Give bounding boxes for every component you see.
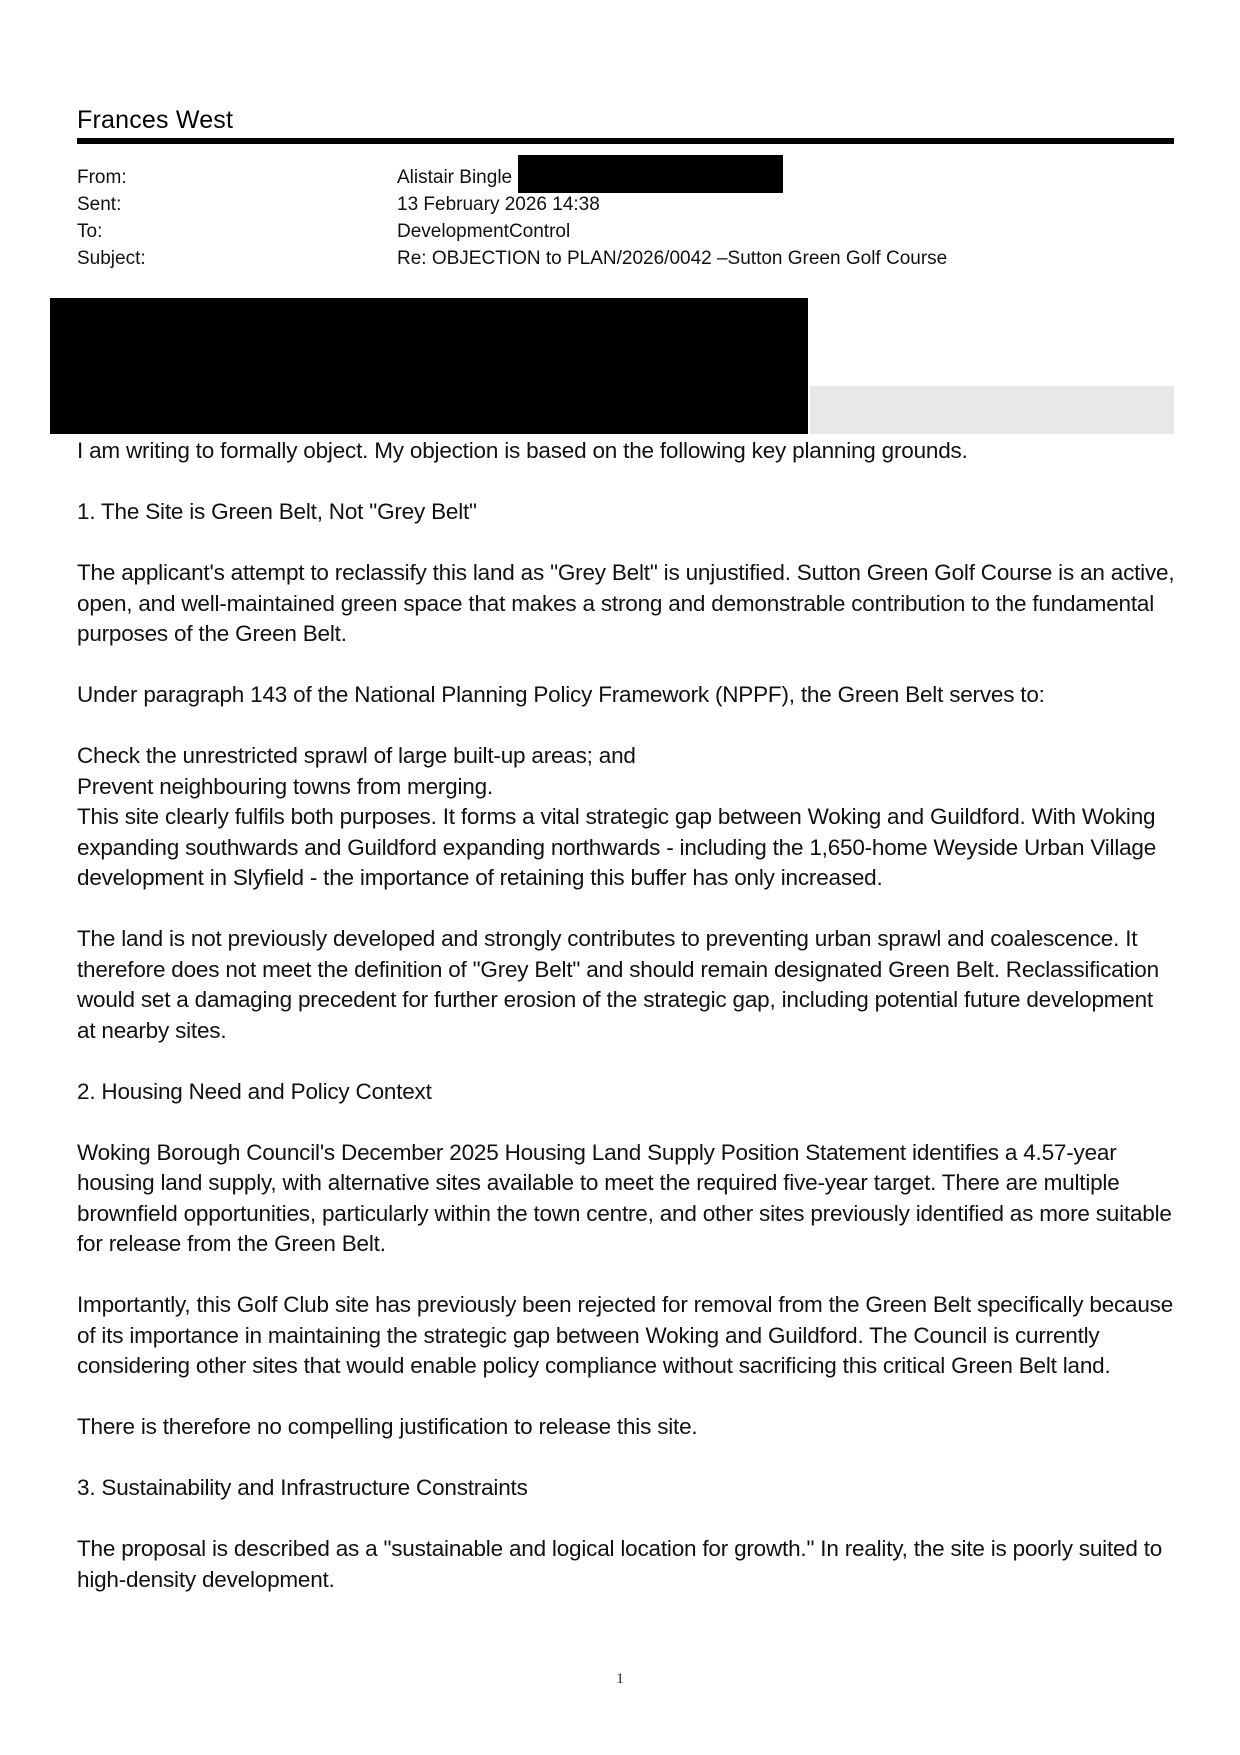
purpose-item-2: Prevent neighbouring towns from merging.	[77, 773, 493, 799]
paragraph-nppf: Under paragraph 143 of the National Planning Policy Framework (NPPF), the Green Belt serves to:	[77, 682, 1045, 707]
quoted-reply-band	[810, 386, 1174, 434]
paragraph-housing-supply: Woking Borough Council's December 2025 Housing Land Supply Position Statement identifies a 4.57-year housing land supply, with alternative sites available to meet the required five-year target. There are multiple brownfield opportunities, particularly within the town centre, and other sites previously identified as more suitable for release from the Green Belt.	[77, 1139, 1172, 1256]
from-value: Alistair Bingle	[397, 167, 513, 188]
redacted-block	[50, 298, 808, 434]
purpose-item-1: Check the unrestricted sprawl of large built-up areas; and	[77, 743, 636, 768]
section-heading-3: 3. Sustainability and Infrastructure Constraints	[77, 1475, 528, 1500]
page-number: 1	[616, 1671, 624, 1687]
to-label: To:	[77, 221, 103, 242]
paragraph-grey-belt: The applicant's attempt to reclassify this land as "Grey Belt" is unjustified. Sutton Green Golf Course is an active, open, and well-maintained green space that makes a strong and demonstrable contribution to the fundamental purposes of the Green Belt.	[77, 560, 1175, 646]
sent-label: Sent:	[77, 194, 122, 215]
section-heading-1: 1. The Site is Green Belt, Not "Grey Belt"	[77, 499, 477, 524]
from-label: From:	[77, 167, 127, 188]
email-body	[77, 436, 1177, 1626]
intro-paragraph: I am writing to formally object. My objection is based on the following key planning grounds.	[77, 438, 968, 463]
sent-value: 13 February 2026 14:38	[397, 194, 600, 215]
section-heading-2: 2. Housing Need and Policy Context	[77, 1078, 432, 1104]
subject-label: Subject:	[77, 248, 146, 269]
subject-value: Re: OBJECTION to PLAN/2026/0042 –Sutton Green Golf Course	[397, 248, 948, 269]
paragraph-no-justification: There is therefore no compelling justification to release this site.	[77, 1414, 698, 1439]
redacted-email-address	[518, 155, 783, 193]
header-divider	[77, 138, 1174, 144]
mailbox-owner-name: Frances West	[77, 106, 234, 134]
paragraph-rejected-site: Importantly, this Golf Club site has previously been rejected for removal from the Green Belt specifically because of its importance in maintaining the strategic gap between Woking and Guildford. The Council is currently considering other sites that would enable policy compliance without sacrificing this critical Green Belt land.	[77, 1292, 1174, 1378]
paragraph-not-developed: The land is not previously developed and strongly contributes to preventing urban sprawl and coalescence. It therefore does not meet the definition of "Grey Belt" and should remain designated Green Belt. Reclassification would set a damaging precedent for further erosion of the strategic gap, including potential future development at nearby sites.	[77, 926, 1159, 1043]
to-value: DevelopmentControl	[397, 221, 571, 242]
paragraph-strategic-gap: This site clearly fulfils both purposes. It forms a vital strategic gap between Woking and Guildford. With Woking expanding southwards and Guildford expanding northwards - including the 1,650-home Weyside Urban Village development in Slyfield - the importance of retaining this buffer has only increased.	[77, 804, 1157, 890]
paragraph-sustainability: The proposal is described as a "sustainable and logical location for growth." In reality, the site is poorly suited to high-density development.	[77, 1536, 1163, 1592]
